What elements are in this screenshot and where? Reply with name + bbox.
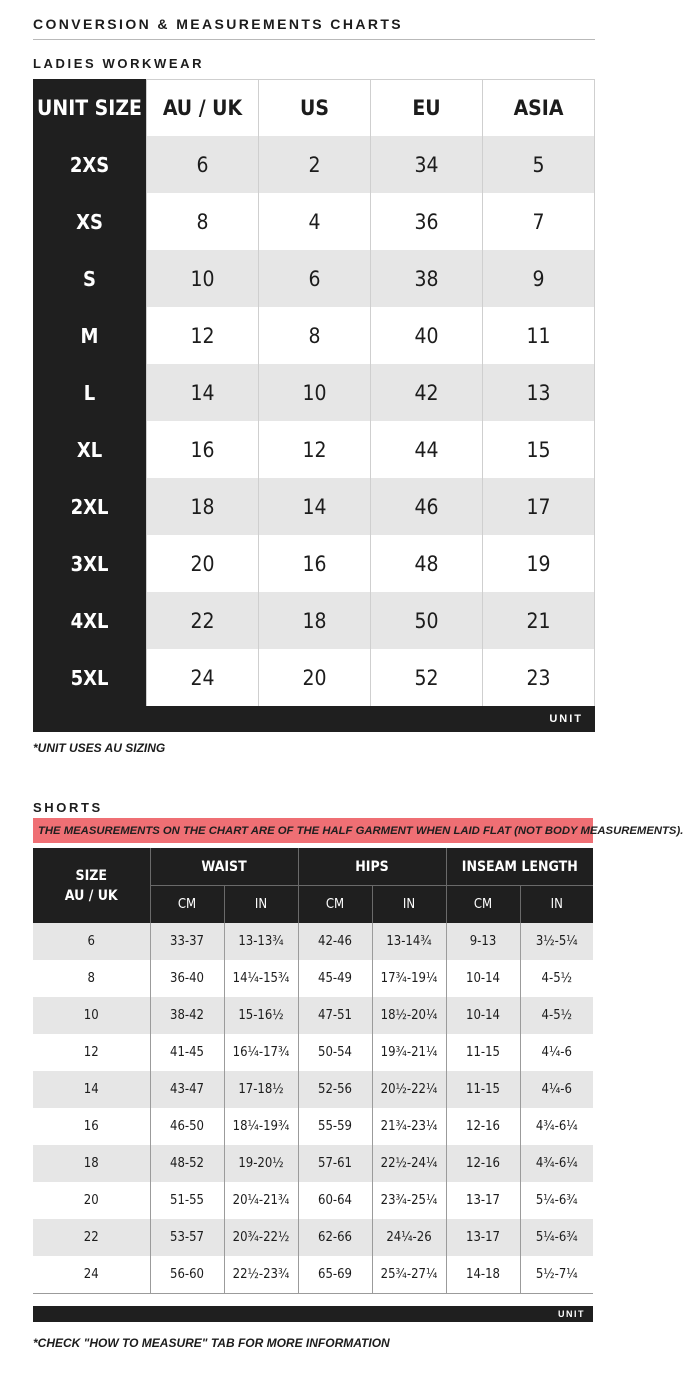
conversion-cell-size: 5XL	[33, 649, 146, 706]
conversion-cell-us: 10	[258, 364, 370, 421]
shorts-row	[33, 1071, 593, 1108]
shorts-cell-hips-in: 21¾-23¼	[372, 1108, 446, 1145]
shorts-cell-waist-cm: 51-55	[150, 1182, 224, 1219]
shorts-cell-inseam-in: 5¼-6¾	[520, 1182, 593, 1219]
shorts-cell-inseam-in: 4¾-6¼	[520, 1108, 593, 1145]
shorts-cell-size: 10	[33, 997, 150, 1034]
shorts-cell-waist-in: 19-20½	[224, 1145, 298, 1182]
conversion-row	[33, 535, 595, 592]
conversion-cell-asia: 5	[482, 136, 595, 193]
shorts-cell-size: 12	[33, 1034, 150, 1071]
conversion-cell-asia: 17	[482, 478, 595, 535]
conversion-cell-au-uk: 22	[146, 592, 258, 649]
conversion-cell-us: 12	[258, 421, 370, 478]
conversion-cell-us: 20	[258, 649, 370, 706]
conversion-cell-asia: 13	[482, 364, 595, 421]
conversion-cell-asia: 11	[482, 307, 595, 364]
conversion-cell-eu: 48	[370, 535, 482, 592]
conversion-cell-eu: 52	[370, 649, 482, 706]
shorts-section-title: SHORTS	[33, 800, 103, 815]
shorts-row	[33, 1219, 593, 1256]
shorts-cell-waist-in: 18¼-19¾	[224, 1108, 298, 1145]
shorts-cell-size: 20	[33, 1182, 150, 1219]
shorts-cell-inseam-cm: 11-15	[446, 1034, 520, 1071]
size-header-line: SIZE	[75, 867, 107, 884]
shorts-row	[33, 997, 593, 1034]
conversion-cell-size: M	[33, 307, 146, 364]
conversion-cell-au-uk: 24	[146, 649, 258, 706]
page-title: CONVERSION & MEASUREMENTS CHARTS	[33, 16, 404, 32]
how-to-measure-note: *CHECK "HOW TO MEASURE" TAB FOR MORE INFORMATION	[33, 1336, 390, 1350]
conversion-cell-au-uk: 16	[146, 421, 258, 478]
shorts-cell-inseam-cm: 14-18	[446, 1256, 520, 1294]
conversion-row	[33, 592, 595, 649]
conversion-cell-au-uk: 8	[146, 193, 258, 250]
conversion-cell-eu: 36	[370, 193, 482, 250]
conversion-cell-eu: 50	[370, 592, 482, 649]
shorts-subheader-waist-in: IN	[224, 886, 298, 924]
shorts-cell-waist-in: 15-16½	[224, 997, 298, 1034]
conversion-cell-size: L	[33, 364, 146, 421]
shorts-cell-size: 24	[33, 1256, 150, 1294]
header-unit-size: UNIT SIZE	[33, 79, 146, 136]
shorts-cell-hips-cm: 62-66	[298, 1219, 372, 1256]
shorts-subheader-hips-cm: CM	[298, 886, 372, 924]
shorts-cell-waist-cm: 48-52	[150, 1145, 224, 1182]
shorts-subheader-waist-cm: CM	[150, 886, 224, 924]
conversion-cell-au-uk: 6	[146, 136, 258, 193]
shorts-cell-waist-in: 13-13¾	[224, 923, 298, 960]
conversion-cell-au-uk: 14	[146, 364, 258, 421]
conversion-cell-eu: 46	[370, 478, 482, 535]
shorts-cell-inseam-cm: 10-14	[446, 960, 520, 997]
conversion-cell-us: 16	[258, 535, 370, 592]
shorts-subheader-hips-in: IN	[372, 886, 446, 924]
shorts-cell-hips-cm: 57-61	[298, 1145, 372, 1182]
shorts-header-waist: WAIST	[150, 848, 298, 886]
conversion-cell-eu: 44	[370, 421, 482, 478]
shorts-cell-waist-in: 14¼-15¾	[224, 960, 298, 997]
conversion-cell-size: 4XL	[33, 592, 146, 649]
conversion-cell-size: XS	[33, 193, 146, 250]
conversion-cell-au-uk: 20	[146, 535, 258, 592]
shorts-row	[33, 960, 593, 997]
shorts-cell-waist-cm: 46-50	[150, 1108, 224, 1145]
shorts-cell-waist-cm: 43-47	[150, 1071, 224, 1108]
shorts-cell-inseam-cm: 10-14	[446, 997, 520, 1034]
shorts-cell-hips-in: 23¾-25¼	[372, 1182, 446, 1219]
conversion-cell-eu: 38	[370, 250, 482, 307]
shorts-cell-waist-in: 16¼-17¾	[224, 1034, 298, 1071]
conversion-cell-size: XL	[33, 421, 146, 478]
shorts-cell-size: 16	[33, 1108, 150, 1145]
conversion-cell-asia: 21	[482, 592, 595, 649]
shorts-cell-size: 22	[33, 1219, 150, 1256]
conversion-cell-us: 2	[258, 136, 370, 193]
conversion-header-row	[33, 79, 595, 136]
conversion-cell-asia: 9	[482, 250, 595, 307]
shorts-cell-waist-in: 20¾-22½	[224, 1219, 298, 1256]
shorts-cell-hips-in: 17¾-19¼	[372, 960, 446, 997]
shorts-cell-hips-in: 19¾-21¼	[372, 1034, 446, 1071]
header-us: US	[258, 79, 370, 136]
conversion-cell-eu: 34	[370, 136, 482, 193]
shorts-cell-inseam-in: 5½-7¼	[520, 1256, 593, 1294]
shorts-cell-inseam-cm: 12-16	[446, 1145, 520, 1182]
shorts-cell-hips-cm: 60-64	[298, 1182, 372, 1219]
shorts-cell-inseam-in: 5¼-6¾	[520, 1219, 593, 1256]
shorts-row	[33, 1256, 593, 1294]
conversion-row	[33, 193, 595, 250]
shorts-cell-inseam-in: 4-5½	[520, 960, 593, 997]
conversion-row	[33, 364, 595, 421]
shorts-cell-hips-cm: 65-69	[298, 1256, 372, 1294]
shorts-cell-inseam-in: 4¾-6¼	[520, 1145, 593, 1182]
conversion-cell-us: 8	[258, 307, 370, 364]
conversion-cell-asia: 7	[482, 193, 595, 250]
conversion-cell-us: 14	[258, 478, 370, 535]
shorts-cell-inseam-cm: 9-13	[446, 923, 520, 960]
conversion-row	[33, 478, 595, 535]
shorts-cell-waist-cm: 36-40	[150, 960, 224, 997]
shorts-cell-waist-cm: 33-37	[150, 923, 224, 960]
shorts-cell-hips-in: 20½-22¼	[372, 1071, 446, 1108]
conversion-row	[33, 649, 595, 706]
conversion-row	[33, 250, 595, 307]
workwear-section-title: LADIES WORKWEAR	[33, 56, 205, 71]
conversion-cell-size: 2XS	[33, 136, 146, 193]
shorts-cell-size: 8	[33, 960, 150, 997]
conversion-cell-asia: 15	[482, 421, 595, 478]
shorts-cell-hips-in: 13-14¾	[372, 923, 446, 960]
conversion-row	[33, 136, 595, 193]
shorts-measurement-table	[33, 848, 593, 1294]
conversion-cell-asia: 23	[482, 649, 595, 706]
conversion-cell-au-uk: 10	[146, 250, 258, 307]
shorts-cell-waist-cm: 38-42	[150, 997, 224, 1034]
shorts-cell-hips-cm: 55-59	[298, 1108, 372, 1145]
conversion-cell-au-uk: 18	[146, 478, 258, 535]
shorts-cell-hips-cm: 50-54	[298, 1034, 372, 1071]
shorts-cell-hips-cm: 47-51	[298, 997, 372, 1034]
conversion-cell-us: 18	[258, 592, 370, 649]
shorts-brand-footer: UNIT	[33, 1306, 593, 1322]
shorts-cell-size: 6	[33, 923, 150, 960]
shorts-cell-inseam-in: 4¼-6	[520, 1071, 593, 1108]
half-garment-warning-banner: THE MEASUREMENTS ON THE CHART ARE OF THE HALF GARMENT WHEN LAID FLAT (NOT BODY MEASUREMENTS).	[33, 818, 593, 843]
conversion-row	[33, 307, 595, 364]
shorts-cell-size: 14	[33, 1071, 150, 1108]
title-divider	[33, 39, 595, 40]
shorts-row	[33, 1182, 593, 1219]
size-header-line: AU / UK	[64, 887, 118, 904]
conversion-cell-size: 2XL	[33, 478, 146, 535]
shorts-cell-inseam-cm: 12-16	[446, 1108, 520, 1145]
conversion-cell-us: 6	[258, 250, 370, 307]
shorts-cell-waist-in: 20¼-21¾	[224, 1182, 298, 1219]
shorts-cell-hips-cm: 52-56	[298, 1071, 372, 1108]
shorts-row	[33, 1034, 593, 1071]
sizing-note: *UNIT USES AU SIZING	[33, 741, 166, 755]
shorts-cell-inseam-in: 3½-5¼	[520, 923, 593, 960]
conversion-cell-eu: 42	[370, 364, 482, 421]
shorts-header-hips: HIPS	[298, 848, 446, 886]
shorts-subheader-inseam-in: IN	[520, 886, 593, 924]
shorts-cell-hips-cm: 42-46	[298, 923, 372, 960]
shorts-subheader-inseam-cm: CM	[446, 886, 520, 924]
shorts-cell-waist-in: 17-18½	[224, 1071, 298, 1108]
shorts-cell-waist-cm: 41-45	[150, 1034, 224, 1071]
shorts-cell-inseam-in: 4-5½	[520, 997, 593, 1034]
conversion-row	[33, 421, 595, 478]
shorts-cell-inseam-cm: 11-15	[446, 1071, 520, 1108]
shorts-cell-inseam-in: 4¼-6	[520, 1034, 593, 1071]
shorts-cell-waist-cm: 53-57	[150, 1219, 224, 1256]
shorts-cell-hips-in: 18½-20¼	[372, 997, 446, 1034]
conversion-cell-us: 4	[258, 193, 370, 250]
header-asia: ASIA	[482, 79, 595, 136]
shorts-cell-hips-in: 25¾-27¼	[372, 1256, 446, 1294]
conversion-cell-size: S	[33, 250, 146, 307]
shorts-cell-inseam-cm: 13-17	[446, 1182, 520, 1219]
shorts-row	[33, 1145, 593, 1182]
shorts-cell-inseam-cm: 13-17	[446, 1219, 520, 1256]
header-eu: EU	[370, 79, 482, 136]
shorts-cell-hips-in: 24¼-26	[372, 1219, 446, 1256]
conversion-cell-eu: 40	[370, 307, 482, 364]
shorts-cell-waist-in: 22½-23¾	[224, 1256, 298, 1294]
header-au-uk: AU / UK	[146, 79, 258, 136]
shorts-cell-size: 18	[33, 1145, 150, 1182]
shorts-cell-hips-cm: 45-49	[298, 960, 372, 997]
shorts-row	[33, 923, 593, 960]
conversion-cell-au-uk: 12	[146, 307, 258, 364]
shorts-cell-waist-cm: 56-60	[150, 1256, 224, 1294]
shorts-header-size	[33, 848, 150, 923]
shorts-row	[33, 1108, 593, 1145]
workwear-conversion-table	[33, 79, 595, 732]
shorts-header-inseam-length: INSEAM LENGTH	[446, 848, 593, 886]
workwear-brand-footer: UNIT	[33, 706, 595, 732]
conversion-cell-asia: 19	[482, 535, 595, 592]
conversion-cell-size: 3XL	[33, 535, 146, 592]
shorts-cell-hips-in: 22½-24¼	[372, 1145, 446, 1182]
